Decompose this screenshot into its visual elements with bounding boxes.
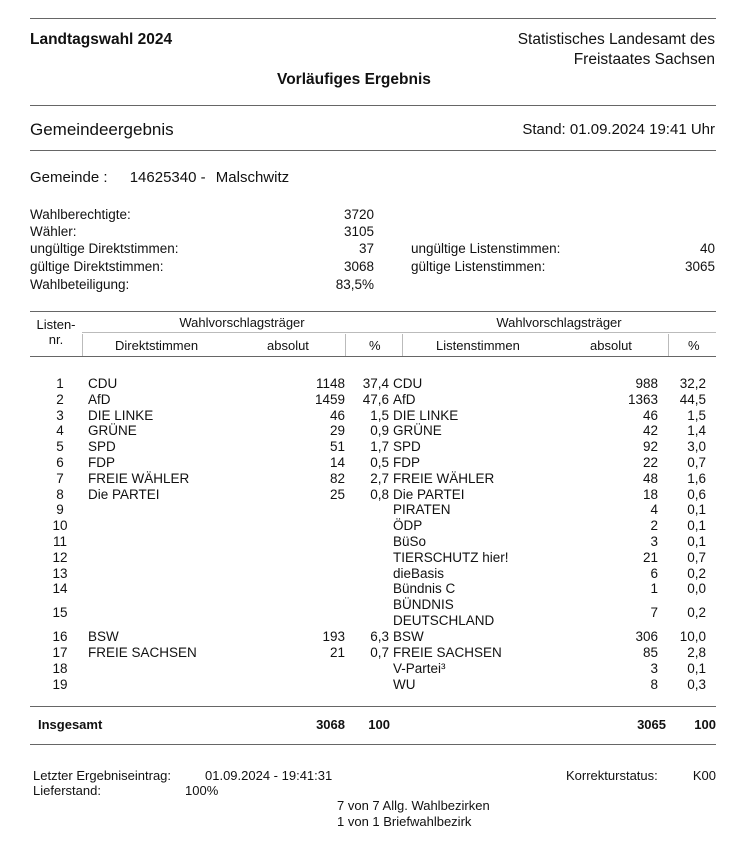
col-absolut-liste: absolut — [590, 338, 632, 353]
liste-pct: 0,1 — [687, 533, 706, 549]
liste-party: Die PARTEI — [393, 486, 465, 502]
liste-absolut: 1363 — [627, 391, 658, 407]
liste-absolut: 3 — [650, 660, 658, 676]
liste-absolut: 18 — [642, 486, 658, 502]
direkt-absolut: 29 — [329, 423, 345, 439]
table-top-rule — [30, 311, 716, 312]
list-number: 5 — [56, 439, 64, 455]
table-row — [30, 439, 706, 455]
direkt-absolut: 1148 — [315, 376, 345, 391]
korrektur-value: K00 — [692, 768, 716, 783]
direkt-absolut — [268, 502, 345, 518]
direkt-pct — [345, 534, 389, 550]
direkt-pct — [345, 518, 389, 534]
direkt-party: CDU — [88, 376, 118, 391]
wahlbeteiligung-label: Wahlbeteiligung: — [30, 277, 130, 292]
liste-pct: 0,0 — [687, 581, 706, 597]
list-number: 6 — [56, 454, 64, 470]
liste-pct: 0,7 — [687, 454, 706, 470]
table-row — [30, 645, 706, 661]
direkt-pct: 0,8 — [370, 486, 389, 502]
list-number: 17 — [52, 644, 68, 660]
ungueltige-direkt-value: 37 — [358, 241, 374, 256]
list-number: 2 — [56, 391, 64, 407]
group-header-liste: Wahlvorschlagsträger — [496, 315, 622, 330]
liste-party: TIERSCHUTZ hier! — [393, 549, 509, 565]
direkt-absolut — [268, 566, 345, 582]
listen-header-line2: nr. — [48, 332, 64, 347]
list-number: 7 — [56, 470, 64, 486]
table-row — [30, 629, 706, 645]
total-liste-absolut: 3065 — [637, 717, 666, 732]
direkt-party — [88, 677, 268, 693]
direkt-pct: 0,7 — [370, 644, 389, 660]
direkt-party: AfD — [88, 391, 111, 407]
liste-pct: 0,6 — [687, 486, 706, 502]
total-bottom-rule — [30, 744, 716, 745]
direkt-absolut — [268, 518, 345, 534]
direkt-pct: 1,7 — [370, 439, 389, 455]
direkt-absolut — [268, 534, 345, 550]
liste-absolut: 6 — [650, 565, 658, 581]
liste-pct: 1,4 — [687, 423, 706, 439]
list-number: 19 — [52, 676, 68, 692]
header-divider-2 — [345, 334, 346, 356]
liste-absolut: 46 — [642, 407, 658, 423]
header-divider-4 — [668, 334, 669, 356]
group-header-rule — [82, 332, 716, 333]
liste-pct: 2,8 — [687, 644, 706, 660]
list-number: 1 — [56, 376, 64, 391]
gueltige-liste-value: 3065 — [684, 259, 715, 274]
direkt-absolut: 82 — [329, 470, 345, 486]
direkt-party: Die PARTEI — [88, 486, 160, 502]
table-row — [30, 392, 706, 408]
header-rule — [30, 105, 716, 106]
direkt-absolut: 14 — [329, 454, 345, 470]
liste-pct: 10,0 — [679, 629, 706, 645]
total-direkt-pct: 100 — [368, 717, 390, 732]
section-title: Gemeindeergebnis — [30, 120, 174, 139]
direkt-party: GRÜNE — [88, 423, 137, 439]
waehler-value: 3105 — [343, 224, 374, 239]
gueltige-direkt-value: 3068 — [343, 259, 374, 274]
direkt-absolut: 25 — [329, 486, 345, 502]
subtitle: Vorläufiges Ergebnis — [277, 71, 431, 88]
direkt-party: BSW — [88, 629, 119, 645]
table-row — [30, 661, 706, 677]
direkt-party: FDP — [88, 454, 115, 470]
results-table — [30, 376, 706, 692]
direkt-party: DIE LINKE — [88, 407, 154, 423]
ungueltige-liste-label: ungültige Listenstimmen: — [411, 241, 561, 256]
authority-line-1: Statistisches Landesamt des — [517, 31, 715, 48]
liste-absolut: 3 — [650, 533, 658, 549]
table-row — [30, 677, 706, 693]
direkt-absolut: 193 — [322, 629, 345, 645]
total-liste-pct: 100 — [694, 717, 716, 732]
gemeinde-code: 14625340 - — [129, 169, 206, 186]
table-header-rule — [30, 356, 716, 357]
direkt-absolut: 46 — [329, 407, 345, 423]
list-number: 8 — [56, 486, 64, 502]
list-number: 10 — [52, 518, 68, 534]
liste-absolut: 21 — [642, 549, 658, 565]
lieferstand-label: Lieferstand: — [33, 783, 101, 798]
liste-absolut: 8 — [650, 676, 658, 692]
wahlberechtigte-value: 3720 — [343, 207, 374, 222]
bezirke-brief: 1 von 1 Briefwahlbezirk — [337, 814, 472, 829]
list-number: 18 — [52, 660, 68, 676]
gueltige-liste-label: gültige Listenstimmen: — [411, 259, 546, 274]
total-top-rule — [30, 706, 716, 707]
liste-party: FREIE WÄHLER — [393, 470, 495, 486]
liste-pct: 0,1 — [687, 502, 706, 518]
direkt-absolut: 1459 — [314, 391, 345, 407]
direkt-absolut: 51 — [329, 439, 345, 455]
section-rule — [30, 150, 716, 151]
liste-party: AfD — [393, 391, 416, 407]
liste-party: GRÜNE — [393, 423, 442, 439]
liste-pct: 3,0 — [687, 439, 706, 455]
direkt-pct — [345, 661, 389, 677]
liste-pct: 0,1 — [687, 518, 706, 534]
liste-absolut: 92 — [642, 439, 658, 455]
liste-absolut: 306 — [635, 629, 658, 645]
direkt-pct: 6,3 — [370, 629, 389, 645]
liste-absolut: 1 — [650, 581, 658, 597]
gemeinde-label: Gemeinde : — [30, 169, 108, 186]
korrektur-label: Korrekturstatus: — [566, 768, 658, 783]
direkt-pct: 1,5 — [370, 407, 389, 423]
bezirke-allg: 7 von 7 Allg. Wahlbezirken — [337, 798, 490, 813]
col-direktstimmen: Direktstimmen — [115, 338, 199, 353]
liste-pct: 0,2 — [687, 605, 706, 621]
lieferstand-value: 100% — [185, 783, 219, 798]
total-label: Insgesamt — [38, 717, 103, 732]
direkt-absolut: 21 — [329, 644, 345, 660]
gemeinde-name: Malschwitz — [215, 169, 290, 186]
liste-pct: 0,3 — [687, 676, 706, 692]
direkt-pct — [345, 581, 389, 597]
liste-party: ÖDP — [393, 518, 423, 534]
liste-absolut: 48 — [642, 470, 658, 486]
wahlberechtigte-label: Wahlberechtigte: — [30, 207, 131, 222]
liste-party: CDU — [393, 376, 423, 391]
top-rule — [30, 18, 716, 19]
stand-timestamp: Stand: 01.09.2024 19:41 Uhr — [522, 121, 715, 138]
table-row — [30, 581, 706, 597]
table-row — [30, 408, 706, 424]
list-number: 14 — [52, 581, 68, 597]
gueltige-direkt-label: gültige Direktstimmen: — [30, 259, 164, 274]
liste-absolut: 22 — [642, 454, 658, 470]
total-direkt-absolut: 3068 — [316, 717, 345, 732]
list-number: 4 — [56, 423, 64, 439]
liste-party: WU — [393, 676, 416, 692]
list-number: 3 — [56, 407, 64, 423]
document-title: Landtagswahl 2024 — [30, 31, 173, 48]
direkt-pct: 0,5 — [370, 454, 389, 470]
direkt-party — [88, 597, 268, 629]
liste-party: BSW — [393, 629, 424, 645]
liste-party: FREIE SACHSEN — [393, 644, 502, 660]
liste-pct: 0,1 — [687, 660, 706, 676]
authority-line-2: Freistaates Sachsen — [573, 51, 715, 68]
direkt-absolut — [268, 581, 345, 597]
liste-party: V-Partei³ — [393, 660, 446, 676]
col-absolut-direkt: absolut — [267, 338, 309, 353]
header-divider-3 — [402, 334, 403, 356]
direkt-absolut — [268, 550, 345, 566]
table-row — [30, 597, 706, 629]
direkt-party — [88, 661, 268, 677]
direkt-pct — [345, 550, 389, 566]
letzter-eintrag-label: Letzter Ergebniseintrag: — [33, 768, 172, 783]
liste-party: PIRATEN — [393, 502, 451, 518]
direkt-absolut — [268, 597, 345, 629]
liste-party: SPD — [393, 439, 421, 455]
table-row — [30, 376, 706, 392]
letzter-eintrag-value: 01.09.2024 - 19:41:31 — [205, 768, 333, 783]
list-number: 13 — [52, 565, 68, 581]
list-number: 9 — [56, 502, 64, 518]
liste-pct: 32,2 — [679, 376, 706, 391]
table-row — [30, 550, 706, 566]
listen-header-line1: Listen- — [36, 317, 76, 332]
group-header-direkt: Wahlvorschlagsträger — [179, 315, 305, 330]
table-row — [30, 487, 706, 503]
gemeinde-line — [30, 169, 289, 186]
list-number: 15 — [52, 605, 68, 621]
liste-pct: 1,5 — [687, 407, 706, 423]
direkt-pct — [345, 597, 389, 629]
table-row — [30, 566, 706, 582]
direkt-party — [88, 566, 268, 582]
list-number: 11 — [52, 533, 67, 549]
direkt-pct: 37,4 — [362, 376, 389, 391]
liste-absolut: 2 — [650, 518, 658, 534]
direkt-pct: 47,6 — [362, 391, 389, 407]
ungueltige-liste-value: 40 — [699, 241, 715, 256]
table-row — [30, 518, 706, 534]
liste-party: DIE LINKE — [393, 407, 459, 423]
direkt-party: FREIE SACHSEN — [88, 644, 197, 660]
direkt-pct: 0,9 — [370, 423, 389, 439]
table-row — [30, 423, 706, 439]
direkt-party — [88, 518, 268, 534]
liste-absolut: 4 — [650, 502, 658, 518]
table-row — [30, 502, 706, 518]
waehler-label: Wähler: — [30, 224, 77, 239]
liste-party: FDP — [393, 454, 420, 470]
col-pct-direkt: % — [369, 338, 381, 353]
direkt-party — [88, 502, 268, 518]
direkt-absolut — [268, 661, 345, 677]
liste-absolut: 988 — [635, 376, 658, 391]
liste-pct: 1,6 — [687, 470, 706, 486]
direkt-party — [88, 534, 268, 550]
liste-pct: 0,7 — [687, 549, 706, 565]
liste-absolut: 85 — [642, 644, 658, 660]
liste-party — [389, 597, 573, 629]
direkt-pct — [345, 677, 389, 693]
header-divider-1 — [82, 334, 83, 356]
direkt-party: SPD — [88, 439, 116, 455]
list-number: 12 — [52, 549, 68, 565]
ungueltige-direkt-label: ungültige Direktstimmen: — [30, 241, 179, 256]
liste-absolut: 7 — [650, 605, 658, 621]
liste-pct: 44,5 — [679, 391, 706, 407]
liste-party-line2: DEUTSCHLAND — [393, 613, 495, 629]
results-body — [30, 376, 706, 692]
liste-pct: 0,2 — [687, 565, 706, 581]
wahlbeteiligung-value: 83,5% — [335, 277, 374, 292]
direkt-party: FREIE WÄHLER — [88, 470, 190, 486]
liste-party-line1: BÜNDNIS — [393, 597, 454, 613]
list-number: 16 — [52, 629, 68, 645]
col-listenstimmen: Listenstimmen — [436, 338, 520, 353]
direkt-pct: 2,7 — [370, 470, 389, 486]
liste-absolut: 42 — [642, 423, 658, 439]
table-row — [30, 534, 706, 550]
col-pct-liste: % — [688, 338, 700, 353]
liste-party: Bündnis C — [393, 581, 456, 597]
direkt-pct — [345, 502, 389, 518]
liste-party: BüSo — [393, 533, 427, 549]
table-row — [30, 471, 706, 487]
direkt-absolut — [268, 677, 345, 693]
listen-header — [30, 317, 82, 347]
direkt-party — [88, 581, 268, 597]
table-row — [30, 455, 706, 471]
direkt-pct — [345, 566, 389, 582]
liste-party: dieBasis — [393, 565, 445, 581]
direkt-party — [88, 550, 268, 566]
